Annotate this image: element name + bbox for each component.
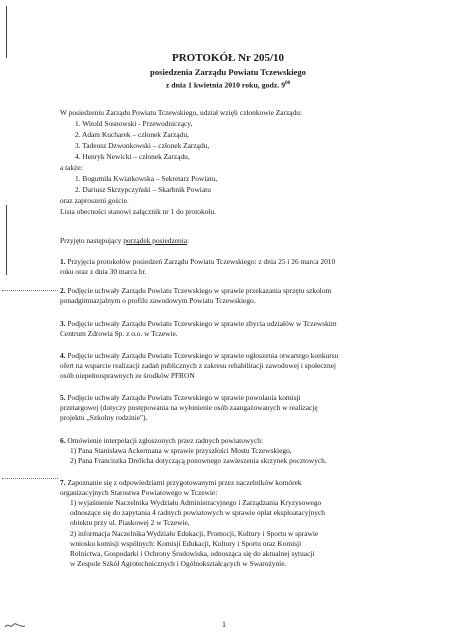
agenda-item-line: ponadgimnazjalnym o profilu zawodowym Powiatu Tczewskiego. (60, 296, 256, 305)
signature-mark (4, 620, 26, 630)
document-title: PROTOKÓŁ Nr 205/10 (171, 52, 285, 64)
member-item: 3. Tadeusz Dzwonkowski – członek Zarządu, (75, 141, 210, 150)
agenda-item-line: 1. Przyjęcia protokołów posiedzeń Zarządu Powiatu Tczewskiego: z dnia 25 i 26 marca 2010 (60, 257, 336, 266)
agenda-item-line: 1) Pana Stanisława Ackermana w sprawie przyszłości Mostu Tczewskiego, (70, 446, 292, 455)
agenda-item-line: 6. Omówienie interpelacji zgłoszonych przez radnych powiatowych: (60, 436, 263, 445)
agenda-item-line: Rolnictwa, Gospodarki i Ochrony Środowiska, odnosząca się do aktualnej sytuacji (70, 549, 315, 558)
member-item: 1. Witold Sosnowski - Przewodniczący, (75, 119, 193, 128)
agenda-item-line: 2) informacja Naczelnika Wydziału Edukacji, Promocji, Kultury i Sportu w sprawie (70, 529, 319, 538)
agenda-item-line: w Zespole Szkół Agrotechnicznych i Ogólnokształcących w Swarożynie. (70, 559, 287, 568)
agenda-item-line: 4. Podjęcie uchwały Zarządu Powiatu Tczewskiego w sprawie ogłoszenia otwartego konkursu (60, 351, 339, 360)
document-date: z dnia 1 kwietnia 2010 roku, godz. $9^{00}$ (165, 80, 291, 90)
agenda-item-line: odnoszące się do zapytania 4 radnych powiatowych w sprawie opłat eksploatacyjnych (70, 508, 325, 517)
agenda-item-line: wniosku komisji wspólnych: Komisji Edukacji, Kultury i Sportu oraz Komisji (70, 539, 302, 548)
agenda-item-line: obiektu przy ul. Piaskowej 2 w Tczewie, (70, 518, 190, 527)
agenda-item-line: 1) wyjaśnienie Naczelnika Wydziału Administracyjnego i Zarządzania Kryzysowego (70, 498, 322, 507)
document-subtitle: posiedzenia Zarządu Powiatu Tczewskiego (150, 67, 306, 77)
page-number: 1 (222, 620, 226, 629)
agenda-item-line: 2. Podjęcie uchwały Zarządu Powiatu Tczewskiego w sprawie przekazania sprzętu szkolom (60, 286, 332, 295)
agenda-item-line: 5. Podjęcie uchwały Zarządu Powiatu Tczewskiego w sprawie powołania komisji (60, 393, 301, 402)
member-item: 4. Henryk Newicki – członek Zarządu, (75, 152, 190, 161)
agenda-item-line: roku oraz z dnia 30 marca br. (60, 267, 147, 276)
margin-dash (2, 478, 58, 479)
agenda-item-line: 2) Pana Franciszka Drelicha dotyczącą ponownego zawieszenia skrzynek pocztowych. (70, 456, 327, 465)
margin-line (6, 205, 7, 275)
agenda-item-line: osób niepełnosprawnych ze środków PFRON (60, 371, 195, 380)
member-item: 2. Adam Kucharek – członek Zarządu, (75, 130, 189, 139)
intro-line: W posiedzeniu Zarządu Powiatu Tczewskiego, udział wzięli członkowie Zarządu: (60, 108, 302, 117)
attendance-line: Listа obecności stanowi załącznik nr 1 do protokołu. (60, 207, 216, 216)
also-label: a także: (60, 163, 83, 172)
agenda-item-line: ofert na wsparcie realizacji zadań publicznych z zakresu rehabilitacji zawodowej i społecznej (60, 361, 336, 370)
other-item: 1. Bogumiła Kwiatkowska – Sekretarz Powiatu, (75, 174, 218, 183)
margin-line (6, 6, 7, 58)
agenda-intro: Przyjęto następujący porządek posiedzenia: (60, 236, 190, 245)
guests-line: oraz zaproszeni goście. (60, 196, 129, 205)
agenda-item-line: 7. Zapoznanie się z odpowiedziami przygotowanymi przez naczelników komórek (60, 478, 302, 487)
agenda-item-line: 3. Podjęcie uchwały Zarządu Powiatu Tczewskiego w sprawie zbycia udziałów w Tczewskim (60, 319, 337, 328)
agenda-item-line: Centrum Zdrowia Sp. z o.o. w Tczewie. (60, 329, 178, 338)
agenda-item-line: projektu „Szkolny rodzinie"). (60, 413, 148, 422)
agenda-item-line: przetargowej (dotyczy postępowania na wyłonienie osób zaangażowanych w realizację (60, 403, 318, 412)
agenda-item-line: organizacyjnych Starostwa Powiatowego w Tczewie: (60, 488, 218, 497)
margin-dash (2, 290, 58, 291)
other-item: 2. Dariusz Skrzypczyński – Skarbnik Powiatu (75, 185, 211, 194)
